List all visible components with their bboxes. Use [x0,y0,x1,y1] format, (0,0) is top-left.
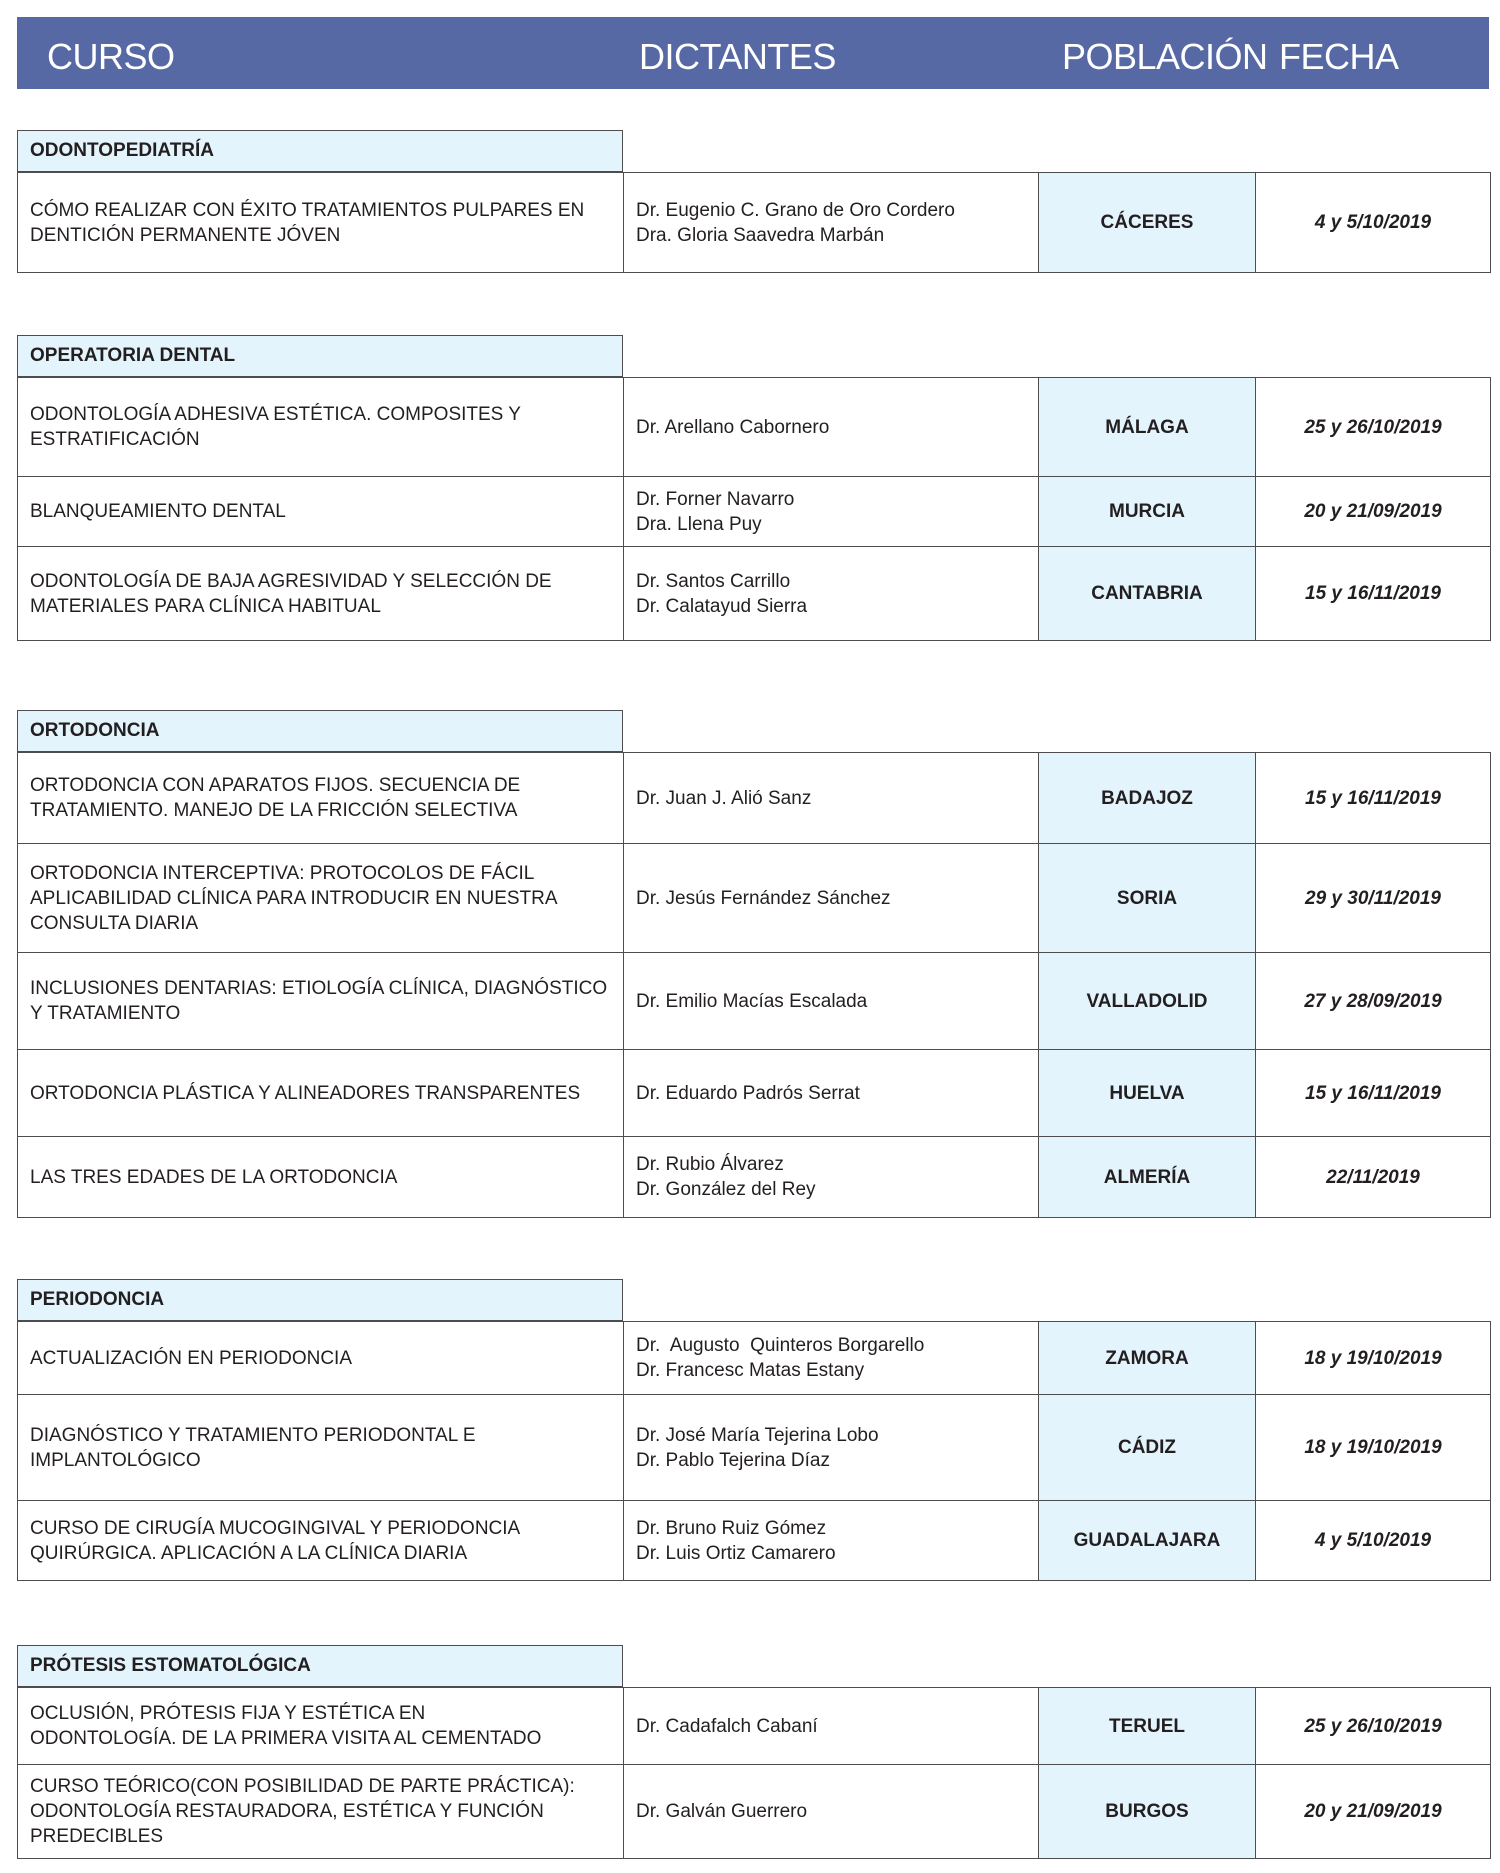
teacher-name: Dr. Eduardo Padrós Serrat [636,1082,860,1104]
date: 15 y 16/11/2019 [1256,753,1491,844]
teachers [624,1501,1039,1581]
teacher-name: Dr. Santos Carrillo [636,570,791,592]
teacher-name: Dr. Juan J. Alió Sanz [636,787,812,809]
header-poblacion: POBLACIÓN [1062,36,1268,77]
section [17,1279,1490,1581]
city: ZAMORA [1039,1322,1256,1395]
course-name-line: DENTICIÓN PERMANENTE JÓVEN [30,224,341,246]
course-name [18,844,624,953]
date: 18 y 19/10/2019 [1256,1322,1491,1395]
course-table [17,377,1491,641]
teacher-name: Dr. Eugenio C. Grano de Oro Cordero [636,199,955,221]
city: ALMERÍA [1039,1137,1256,1218]
city: BADAJOZ [1039,753,1256,844]
table-row [18,547,1491,641]
teachers [624,1765,1039,1859]
date: 25 y 26/10/2019 [1256,1688,1491,1765]
city: MURCIA [1039,477,1256,547]
course-table [17,1321,1491,1581]
teachers [624,477,1039,547]
teachers [624,953,1039,1050]
city: MÁLAGA [1039,378,1256,477]
teacher-name: Dr. Augusto Quinteros Borgarello [636,1335,925,1356]
city: BURGOS [1039,1765,1256,1859]
table-header [17,17,1489,89]
date: 20 y 21/09/2019 [1256,477,1491,547]
table-row [18,1322,1491,1395]
course-name [18,1137,624,1218]
course-name-line: IMPLANTOLÓGICO [30,1449,201,1471]
course-name [18,1050,624,1137]
teachers [624,1688,1039,1765]
teacher-name: Dr. Luis Ortiz Camarero [636,1542,836,1564]
course-name-line: ODONTOLOGÍA RESTAURADORA, ESTÉTICA Y FUNCIÓN [30,1801,544,1822]
teacher-name: Dr. Rubio Álvarez [636,1154,784,1175]
section [17,1645,1490,1859]
city: CANTABRIA [1039,547,1256,641]
table-row [18,953,1491,1050]
table-row [18,753,1491,844]
date: 22/11/2019 [1256,1137,1491,1218]
teacher-name: Dra. Gloria Saavedra Marbán [636,224,885,246]
course-name [18,378,624,477]
city: TERUEL [1039,1688,1256,1765]
city: HUELVA [1039,1050,1256,1137]
teacher-name: Dr. Pablo Tejerina Díaz [636,1449,830,1471]
course-table [17,1687,1491,1859]
date: 20 y 21/09/2019 [1256,1765,1491,1859]
table-row [18,378,1491,477]
teacher-name: Dra. Llena Puy [636,513,762,535]
city: CÁDIZ [1039,1395,1256,1501]
table-row [18,844,1491,953]
course-table [17,752,1491,1218]
teachers [624,844,1039,953]
course-name-line: OCLUSIÓN, PRÓTESIS FIJA Y ESTÉTICA EN [30,1703,426,1724]
course-name-line: ODONTOLOGÍA ADHESIVA ESTÉTICA. COMPOSITES Y [30,404,521,425]
date: 15 y 16/11/2019 [1256,547,1491,641]
section [17,130,1490,273]
course-name-line: CURSO TEÓRICO(CON POSIBILIDAD DE PARTE PRÁCTICA): [30,1776,575,1797]
course-name [18,173,624,273]
course-name-line: ODONTOLOGÍA DE BAJA AGRESIVIDAD Y SELECCIÓN DE [30,570,552,592]
course-name-line: APLICABILIDAD CLÍNICA PARA INTRODUCIR EN NUESTRA [30,887,558,909]
course-name-line: ACTUALIZACIÓN EN PERIODONCIA [30,1347,352,1369]
course-name-line: TRATAMIENTO. MANEJO DE LA FRICCIÓN SELECTIVA [30,800,518,821]
table-row [18,477,1491,547]
teacher-name: Dr. González del Rey [636,1179,816,1200]
section-title: PRÓTESIS ESTOMATOLÓGICA [17,1645,623,1687]
course-name [18,1501,624,1581]
course-name [18,753,624,844]
course-name [18,477,624,547]
date: 4 y 5/10/2019 [1256,173,1491,273]
table-row [18,1688,1491,1765]
section [17,335,1490,641]
course-name-line: PREDECIBLES [30,1826,164,1847]
teachers [624,173,1039,273]
course-name-line: CONSULTA DIARIA [30,912,199,934]
date: 27 y 28/09/2019 [1256,953,1491,1050]
course-name-line: QUIRÚRGICA. APLICACIÓN A LA CLÍNICA DIARIA [30,1542,468,1564]
course-name [18,1322,624,1395]
teacher-name: Dr. Arellano Cabornero [636,416,830,438]
teachers [624,1137,1039,1218]
course-name-line: ORTODONCIA PLÁSTICA Y ALINEADORES TRANSPARENTES [30,1082,581,1104]
table-row [18,1765,1491,1859]
section-title: PERIODONCIA [17,1279,623,1321]
course-name-line: ODONTOLOGÍA. DE LA PRIMERA VISITA AL CEMENTADO [30,1728,542,1749]
course-name-line: ORTODONCIA INTERCEPTIVA: PROTOCOLOS DE FÁCIL [30,862,535,884]
section-title: ODONTOPEDIATRÍA [17,130,623,172]
teachers [624,547,1039,641]
course-name-line: CÓMO REALIZAR CON ÉXITO TRATAMIENTOS PULPARES EN [30,199,585,221]
course-name-line: DIAGNÓSTICO Y TRATAMIENTO PERIODONTAL E [30,1424,476,1446]
teacher-name: Dr. Cadafalch Cabaní [636,1715,818,1737]
course-name-line: ORTODONCIA CON APARATOS FIJOS. SECUENCIA DE [30,775,521,796]
teacher-name: Dr. Emilio Macías Escalada [636,990,868,1012]
teacher-name: Dr. Forner Navarro [636,488,795,510]
table-row [18,1395,1491,1501]
course-name-line: INCLUSIONES DENTARIAS: ETIOLOGÍA CLÍNICA, DIAGNÓSTICO [30,978,608,999]
section-title: ORTODONCIA [17,710,623,752]
course-name [18,1765,624,1859]
course-name [18,1395,624,1501]
teachers [624,1322,1039,1395]
course-name-line: Y TRATAMIENTO [30,1003,181,1024]
table-row [18,1137,1491,1218]
header-dictantes: DICTANTES [639,36,836,77]
city: GUADALAJARA [1039,1501,1256,1581]
date: 4 y 5/10/2019 [1256,1501,1491,1581]
table-row [18,1050,1491,1137]
teacher-name: Dr. Bruno Ruiz Gómez [636,1517,827,1539]
section [17,710,1490,1218]
course-name [18,1688,624,1765]
teacher-name: Dr. Jesús Fernández Sánchez [636,887,891,909]
section-title: OPERATORIA DENTAL [17,335,623,377]
course-name-line: LAS TRES EDADES DE LA ORTODONCIA [30,1166,398,1188]
teachers [624,1395,1039,1501]
teacher-name: Dr. Calatayud Sierra [636,595,808,617]
teachers [624,753,1039,844]
city: VALLADOLID [1039,953,1256,1050]
city: SORIA [1039,844,1256,953]
teachers [624,1050,1039,1137]
date: 15 y 16/11/2019 [1256,1050,1491,1137]
date: 18 y 19/10/2019 [1256,1395,1491,1501]
course-name [18,953,624,1050]
date: 25 y 26/10/2019 [1256,378,1491,477]
table-row [18,173,1491,273]
course-name-line: MATERIALES PARA CLÍNICA HABITUAL [30,595,381,617]
course-name-line: ESTRATIFICACIÓN [30,429,200,450]
course-table [17,172,1491,273]
course-name-line: CURSO DE CIRUGÍA MUCOGINGIVAL Y PERIODONCIA [30,1517,521,1539]
teacher-name: Dr. Francesc Matas Estany [636,1360,865,1381]
teacher-name: Dr. José María Tejerina Lobo [636,1424,879,1446]
date: 29 y 30/11/2019 [1256,844,1491,953]
header-fecha: FECHA [1279,36,1399,77]
course-name-line: BLANQUEAMIENTO DENTAL [30,501,286,522]
city: CÁCERES [1039,173,1256,273]
course-name [18,547,624,641]
header-curso: CURSO [47,36,175,77]
teacher-name: Dr. Galván Guerrero [636,1801,808,1822]
table-row [18,1501,1491,1581]
teachers [624,378,1039,477]
